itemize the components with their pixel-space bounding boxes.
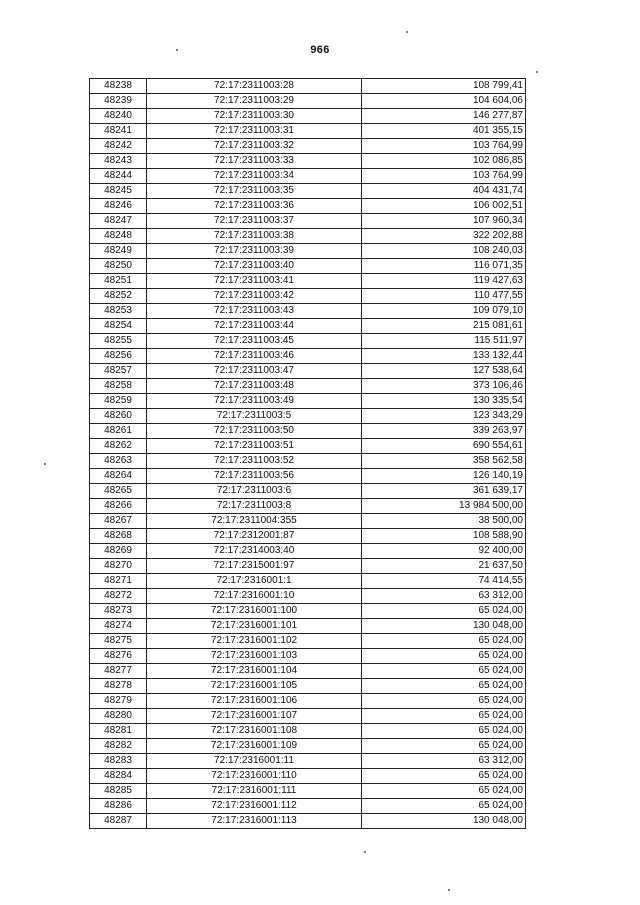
table-row — [90, 769, 526, 784]
cadastral-value-cell: 65 024,00 — [362, 694, 526, 709]
row-number-cell: 48256 — [90, 349, 147, 364]
table-row — [90, 694, 526, 709]
row-number-cell: 48269 — [90, 544, 147, 559]
cadastral-value-cell: 65 024,00 — [362, 784, 526, 799]
row-number-cell: 48280 — [90, 709, 147, 724]
cadastral-value-cell: 130 335,54 — [362, 394, 526, 409]
row-number-cell: 48268 — [90, 529, 147, 544]
cadastral-number-cell: 72:17:2311003:5 — [147, 409, 362, 424]
table-row — [90, 784, 526, 799]
cadastral-number-cell: 72:17:2316001:101 — [147, 619, 362, 634]
cadastral-number-cell: 72:17:2311003:46 — [147, 349, 362, 364]
cadastral-value-cell: 102 086,85 — [362, 154, 526, 169]
row-number-cell: 48261 — [90, 424, 147, 439]
scan-speck — [364, 851, 366, 853]
row-number-cell: 48249 — [90, 244, 147, 259]
cadastral-number-cell: 72:17:2316001:111 — [147, 784, 362, 799]
row-number-cell: 48282 — [90, 739, 147, 754]
cadastral-value-cell: 108 588,90 — [362, 529, 526, 544]
cadastral-number-cell: 72:17:2311003:31 — [147, 124, 362, 139]
cadastral-value-cell: 74 414,55 — [362, 574, 526, 589]
row-number-cell: 48277 — [90, 664, 147, 679]
table-row — [90, 229, 526, 244]
cadastral-number-cell: 72:17:2311003:29 — [147, 94, 362, 109]
table-row — [90, 514, 526, 529]
cadastral-value-cell: 63 312,00 — [362, 589, 526, 604]
cadastral-value-cell: 123 343,29 — [362, 409, 526, 424]
table-row — [90, 814, 526, 829]
page-number: 966 — [310, 44, 330, 56]
table-row — [90, 709, 526, 724]
cadastral-value-cell: 65 024,00 — [362, 664, 526, 679]
table-row — [90, 484, 526, 499]
table-row — [90, 634, 526, 649]
cadastral-number-cell: 72:17:2311003:43 — [147, 304, 362, 319]
table-row — [90, 559, 526, 574]
cadastral-value-cell: 13 984 500,00 — [362, 499, 526, 514]
row-number-cell: 48243 — [90, 154, 147, 169]
table-row — [90, 754, 526, 769]
row-number-cell: 48272 — [90, 589, 147, 604]
cadastral-number-cell: 72:17:2311003:51 — [147, 439, 362, 454]
cadastral-value-cell: 65 024,00 — [362, 649, 526, 664]
cadastral-value-cell: 65 024,00 — [362, 739, 526, 754]
cadastral-value-cell: 690 554,61 — [362, 439, 526, 454]
row-number-cell: 48255 — [90, 334, 147, 349]
table-row — [90, 319, 526, 334]
cadastral-value-cell: 215 081,61 — [362, 319, 526, 334]
table-row — [90, 334, 526, 349]
row-number-cell: 48242 — [90, 139, 147, 154]
table-row — [90, 289, 526, 304]
cadastral-value-cell: 65 024,00 — [362, 709, 526, 724]
table-row — [90, 649, 526, 664]
cadastral-value-cell: 21 637,50 — [362, 559, 526, 574]
cadastral-value-cell: 108 799,41 — [362, 79, 526, 94]
row-number-cell: 48248 — [90, 229, 147, 244]
row-number-cell: 48273 — [90, 604, 147, 619]
cadastral-number-cell: 72:17:2316001:108 — [147, 724, 362, 739]
cadastral-number-cell: 72:17:2311003:50 — [147, 424, 362, 439]
row-number-cell: 48279 — [90, 694, 147, 709]
table-row — [90, 574, 526, 589]
table-row — [90, 124, 526, 139]
row-number-cell: 48253 — [90, 304, 147, 319]
cadastral-number-cell: 72:17:2311003:28 — [147, 79, 362, 94]
row-number-cell: 48239 — [90, 94, 147, 109]
cadastral-number-cell: 72:17:2312001:87 — [147, 529, 362, 544]
table-row — [90, 439, 526, 454]
cadastral-value-cell: 92 400,00 — [362, 544, 526, 559]
table-row — [90, 529, 526, 544]
row-number-cell: 48258 — [90, 379, 147, 394]
cadastral-value-cell: 103 764,99 — [362, 139, 526, 154]
cadastral-value-cell: 115 511,97 — [362, 334, 526, 349]
table-row — [90, 79, 526, 94]
table-row — [90, 214, 526, 229]
cadastral-value-cell: 65 024,00 — [362, 604, 526, 619]
cadastral-value-cell: 339 263,97 — [362, 424, 526, 439]
row-number-cell: 48271 — [90, 574, 147, 589]
cadastral-number-cell: 72:17:2311003:6 — [147, 484, 362, 499]
cadastral-number-cell: 72:17:2316001:100 — [147, 604, 362, 619]
cadastral-value-cell: 126 140,19 — [362, 469, 526, 484]
table-row — [90, 409, 526, 424]
cadastral-number-cell: 72:17:2311003:32 — [147, 139, 362, 154]
table-row — [90, 109, 526, 124]
table-row — [90, 619, 526, 634]
row-number-cell: 48246 — [90, 199, 147, 214]
table-row — [90, 304, 526, 319]
cadastral-number-cell: 72:17:2316001:10 — [147, 589, 362, 604]
cadastral-number-cell: 72:17:2316001:11 — [147, 754, 362, 769]
cadastral-number-cell: 72:17:2316001:105 — [147, 679, 362, 694]
row-number-cell: 48244 — [90, 169, 147, 184]
cadastral-number-cell: 72:17:2316001:106 — [147, 694, 362, 709]
cadastral-value-cell: 63 312,00 — [362, 754, 526, 769]
cadastral-value-cell: 104 604,06 — [362, 94, 526, 109]
table-row — [90, 469, 526, 484]
cadastral-value-cell: 119 427,63 — [362, 274, 526, 289]
row-number-cell: 48238 — [90, 79, 147, 94]
cadastral-number-cell: 72:17:2311003:41 — [147, 274, 362, 289]
table-row — [90, 139, 526, 154]
cadastral-number-cell: 72:17:2316001:102 — [147, 634, 362, 649]
row-number-cell: 48245 — [90, 184, 147, 199]
scan-speck — [406, 31, 408, 33]
cadastral-value-cell: 65 024,00 — [362, 799, 526, 814]
row-number-cell: 48263 — [90, 454, 147, 469]
cadastral-value-cell: 116 071,35 — [362, 259, 526, 274]
cadastral-value-cell: 106 002,51 — [362, 199, 526, 214]
cadastral-number-cell: 72:17:2311003:42 — [147, 289, 362, 304]
table-row — [90, 379, 526, 394]
cadastral-value-cell: 108 240,03 — [362, 244, 526, 259]
row-number-cell: 48257 — [90, 364, 147, 379]
cadastral-number-cell: 72:17:2311004:355 — [147, 514, 362, 529]
table-row — [90, 349, 526, 364]
cadastral-number-cell: 72:17:2316001:103 — [147, 649, 362, 664]
cadastral-value-table — [89, 78, 526, 829]
row-number-cell: 48287 — [90, 814, 147, 829]
cadastral-value-cell: 322 202,88 — [362, 229, 526, 244]
row-number-cell: 48250 — [90, 259, 147, 274]
table-row — [90, 544, 526, 559]
cadastral-number-cell: 72:17:2315001:97 — [147, 559, 362, 574]
cadastral-number-cell: 72:17:2311003:36 — [147, 199, 362, 214]
row-number-cell: 48252 — [90, 289, 147, 304]
table-row — [90, 199, 526, 214]
cadastral-number-cell: 72:17:2311003:34 — [147, 169, 362, 184]
cadastral-value-cell: 404 431,74 — [362, 184, 526, 199]
cadastral-number-cell: 72:17:2311003:38 — [147, 229, 362, 244]
row-number-cell: 48241 — [90, 124, 147, 139]
row-number-cell: 48285 — [90, 784, 147, 799]
table-row — [90, 799, 526, 814]
cadastral-number-cell: 72:17:2311003:37 — [147, 214, 362, 229]
row-number-cell: 48266 — [90, 499, 147, 514]
cadastral-number-cell: 72:17:2316001:1 — [147, 574, 362, 589]
cadastral-number-cell: 72:17:2311003:49 — [147, 394, 362, 409]
row-number-cell: 48247 — [90, 214, 147, 229]
cadastral-value-cell: 130 048,00 — [362, 619, 526, 634]
cadastral-value-cell: 109 079,10 — [362, 304, 526, 319]
table-row — [90, 94, 526, 109]
cadastral-value-cell: 65 024,00 — [362, 634, 526, 649]
scan-speck — [44, 463, 46, 465]
cadastral-number-cell: 72:17:2316001:104 — [147, 664, 362, 679]
cadastral-value-cell: 65 024,00 — [362, 679, 526, 694]
cadastral-value-cell: 401 355,15 — [362, 124, 526, 139]
table-row — [90, 454, 526, 469]
scan-speck — [536, 71, 538, 73]
scan-speck — [176, 49, 178, 51]
cadastral-number-cell: 72:17:2316001:110 — [147, 769, 362, 784]
cadastral-value-cell: 110 477,55 — [362, 289, 526, 304]
table-body — [90, 79, 526, 829]
row-number-cell: 48251 — [90, 274, 147, 289]
cadastral-value-cell: 65 024,00 — [362, 724, 526, 739]
cadastral-value-cell: 107 960,34 — [362, 214, 526, 229]
cadastral-number-cell: 72:17:2311003:44 — [147, 319, 362, 334]
table-row — [90, 274, 526, 289]
cadastral-value-cell: 133 132,44 — [362, 349, 526, 364]
cadastral-number-cell: 72:17:2314003:40 — [147, 544, 362, 559]
table-row — [90, 664, 526, 679]
cadastral-number-cell: 72:17:2311003:45 — [147, 334, 362, 349]
table-row — [90, 604, 526, 619]
row-number-cell: 48284 — [90, 769, 147, 784]
cadastral-number-cell: 72:17:2316001:109 — [147, 739, 362, 754]
table-row — [90, 259, 526, 274]
row-number-cell: 48275 — [90, 634, 147, 649]
cadastral-number-cell: 72:17:2316001:112 — [147, 799, 362, 814]
row-number-cell: 48254 — [90, 319, 147, 334]
scan-speck — [448, 889, 450, 891]
table-row — [90, 184, 526, 199]
cadastral-number-cell: 72:17:2316001:113 — [147, 814, 362, 829]
table-row — [90, 154, 526, 169]
cadastral-number-cell: 72:17:2311003:56 — [147, 469, 362, 484]
table-row — [90, 169, 526, 184]
cadastral-value-cell: 103 764,99 — [362, 169, 526, 184]
table-row — [90, 364, 526, 379]
row-number-cell: 48259 — [90, 394, 147, 409]
table-row — [90, 739, 526, 754]
row-number-cell: 48270 — [90, 559, 147, 574]
cadastral-value-cell: 130 048,00 — [362, 814, 526, 829]
table-row — [90, 724, 526, 739]
cadastral-number-cell: 72:17:2311003:52 — [147, 454, 362, 469]
table-row — [90, 394, 526, 409]
table-row — [90, 424, 526, 439]
cadastral-number-cell: 72:17:2311003:48 — [147, 379, 362, 394]
row-number-cell: 48281 — [90, 724, 147, 739]
cadastral-number-cell: 72:17:2311003:35 — [147, 184, 362, 199]
cadastral-number-cell: 72:17:2311003:40 — [147, 259, 362, 274]
table-row — [90, 244, 526, 259]
cadastral-number-cell: 72:17:2311003:8 — [147, 499, 362, 514]
row-number-cell: 48262 — [90, 439, 147, 454]
row-number-cell: 48260 — [90, 409, 147, 424]
row-number-cell: 48276 — [90, 649, 147, 664]
cadastral-value-cell: 361 639,17 — [362, 484, 526, 499]
row-number-cell: 48286 — [90, 799, 147, 814]
cadastral-number-cell: 72:17:2311003:39 — [147, 244, 362, 259]
cadastral-value-cell: 358 562,58 — [362, 454, 526, 469]
row-number-cell: 48278 — [90, 679, 147, 694]
row-number-cell: 48274 — [90, 619, 147, 634]
cadastral-value-cell: 127 538,64 — [362, 364, 526, 379]
table-row — [90, 499, 526, 514]
cadastral-number-cell: 72:17:2316001:107 — [147, 709, 362, 724]
cadastral-value-cell: 373 106,46 — [362, 379, 526, 394]
row-number-cell: 48240 — [90, 109, 147, 124]
cadastral-number-cell: 72:17:2311003:33 — [147, 154, 362, 169]
cadastral-value-cell: 38 500,00 — [362, 514, 526, 529]
cadastral-number-cell: 72:17:2311003:30 — [147, 109, 362, 124]
cadastral-value-cell: 146 277,87 — [362, 109, 526, 124]
row-number-cell: 48283 — [90, 754, 147, 769]
table-row — [90, 679, 526, 694]
table-row — [90, 589, 526, 604]
row-number-cell: 48264 — [90, 469, 147, 484]
row-number-cell: 48265 — [90, 484, 147, 499]
row-number-cell: 48267 — [90, 514, 147, 529]
cadastral-number-cell: 72:17:2311003:47 — [147, 364, 362, 379]
cadastral-value-cell: 65 024,00 — [362, 769, 526, 784]
